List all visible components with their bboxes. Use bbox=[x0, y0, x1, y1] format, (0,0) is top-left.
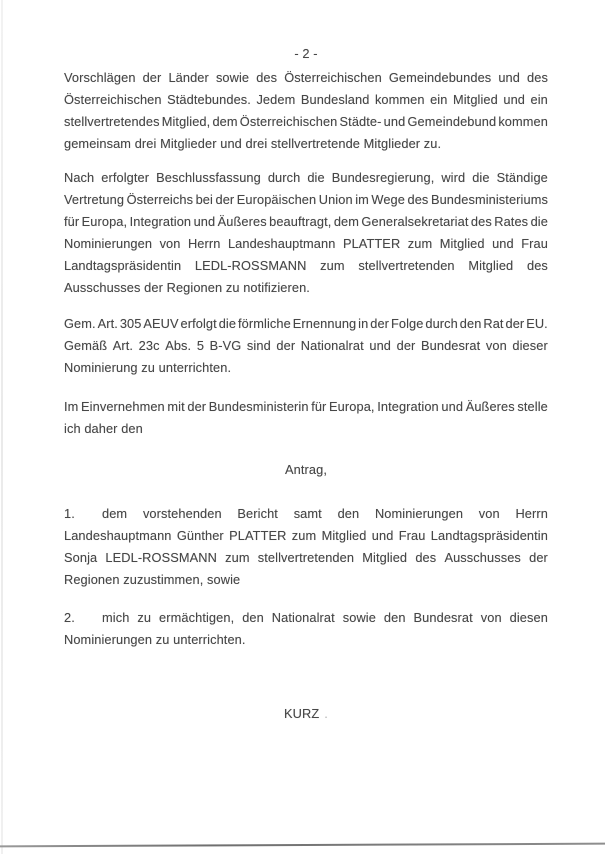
text-line bbox=[64, 111, 548, 133]
item-number: 2. bbox=[64, 610, 75, 625]
text-line bbox=[64, 277, 548, 299]
antrag-heading-text: Antrag, bbox=[285, 462, 327, 477]
text-line bbox=[64, 233, 548, 255]
text-line-content: Österreichischen Städtebundes. Jedem Bundesland kommen ein Mitglied und ein bbox=[64, 92, 548, 107]
text-line-content: Nominierungen von Herrn Landeshauptmann PLATTER zum Mitglied und Frau bbox=[64, 236, 548, 251]
scan-left-edge bbox=[1, 0, 3, 854]
paragraph-1 bbox=[64, 67, 548, 155]
page-number bbox=[64, 43, 548, 65]
text-line-content: Vertretung Österreichs bei der Europäischen Union im Wege des Bundesministeriums bbox=[64, 192, 548, 207]
text-line bbox=[64, 133, 548, 155]
text-line bbox=[64, 547, 548, 569]
text-line bbox=[64, 67, 548, 89]
text-line bbox=[64, 335, 548, 357]
text-line bbox=[64, 525, 548, 547]
text-line-content: Nominierung zu unterrichten. bbox=[64, 360, 232, 375]
list-item-2 bbox=[64, 607, 548, 651]
text-line-content: Sonja LEDL-ROSSMANN zum stellvertretenden Mitglied des Ausschusses der bbox=[64, 550, 548, 565]
text-line bbox=[64, 607, 548, 629]
antrag-heading bbox=[64, 459, 548, 481]
item-number: 1. bbox=[64, 506, 75, 521]
text-line-content: dem vorstehenden Bericht samt den Nominierungen von Herrn bbox=[102, 506, 548, 521]
signature-block bbox=[64, 703, 548, 725]
text-line bbox=[64, 255, 548, 277]
text-line-content: Regionen zuzustimmen, sowie bbox=[64, 572, 241, 587]
text-line bbox=[64, 167, 548, 189]
text-line-content: Landeshauptmann Günther PLATTER zum Mitglied und Frau Landtagspräsidentin bbox=[64, 528, 548, 543]
text-line-content: Ausschusses der Regionen zu notifizieren. bbox=[64, 280, 310, 295]
text-line-content: stellvertretendes Mitglied, dem Österreichischen Städte- und Gemeindebund kommen bbox=[64, 114, 548, 129]
list-item-1 bbox=[64, 503, 548, 591]
text-line-content: Gemäß Art. 23c Abs. 5 B-VG sind der Nationalrat und der Bundesrat von dieser bbox=[64, 338, 548, 353]
text-line-content: Gem. Art. 305 AEUV erfolgt die förmliche Ernennung in der Folge durch den Rat der EU. bbox=[64, 316, 548, 331]
text-line-content: Vorschlägen der Länder sowie des Österreichischen Gemeindebundes und des bbox=[64, 70, 548, 85]
text-line bbox=[64, 189, 548, 211]
text-line-content: für Europa, Integration und Äußeres beauftragt, dem Generalsekretariat des Rates die bbox=[64, 214, 548, 229]
text-line bbox=[64, 211, 548, 233]
text-line-content: Landtagspräsidentin LEDL-ROSSMANN zum stellvertretenden Mitglied des bbox=[64, 258, 548, 273]
signature-scan-dot: . bbox=[324, 706, 328, 721]
text-line bbox=[64, 313, 548, 335]
text-line bbox=[64, 569, 548, 591]
text-line bbox=[64, 629, 548, 651]
text-line-content: mich zu ermächtigen, den Nationalrat sowie den Bundesrat von diesen bbox=[102, 610, 548, 625]
text-line bbox=[64, 357, 548, 379]
scan-bottom-edge-line bbox=[0, 843, 605, 848]
paragraph-4 bbox=[64, 396, 548, 440]
text-line bbox=[64, 89, 548, 111]
text-line-content: Nominierungen zu unterrichten. bbox=[64, 632, 246, 647]
paragraph-3 bbox=[64, 313, 548, 379]
signature-kurz: KURZ bbox=[284, 706, 320, 721]
text-line-content: Nach erfolgter Beschlussfassung durch die Bundesregierung, wird die Ständige bbox=[64, 170, 548, 185]
text-line-content: ich daher den bbox=[64, 421, 143, 436]
paragraph-2 bbox=[64, 167, 548, 299]
text-line bbox=[64, 418, 548, 440]
text-line-content: gemeinsam drei Mitglieder und drei stellvertretende Mitglieder zu. bbox=[64, 136, 442, 151]
page-number-text: - 2 - bbox=[294, 46, 318, 61]
text-line bbox=[64, 396, 548, 418]
text-line-content: Im Einvernehmen mit der Bundesministerin für Europa, Integration und Äußeres stelle bbox=[64, 399, 548, 414]
text-line bbox=[64, 503, 548, 525]
